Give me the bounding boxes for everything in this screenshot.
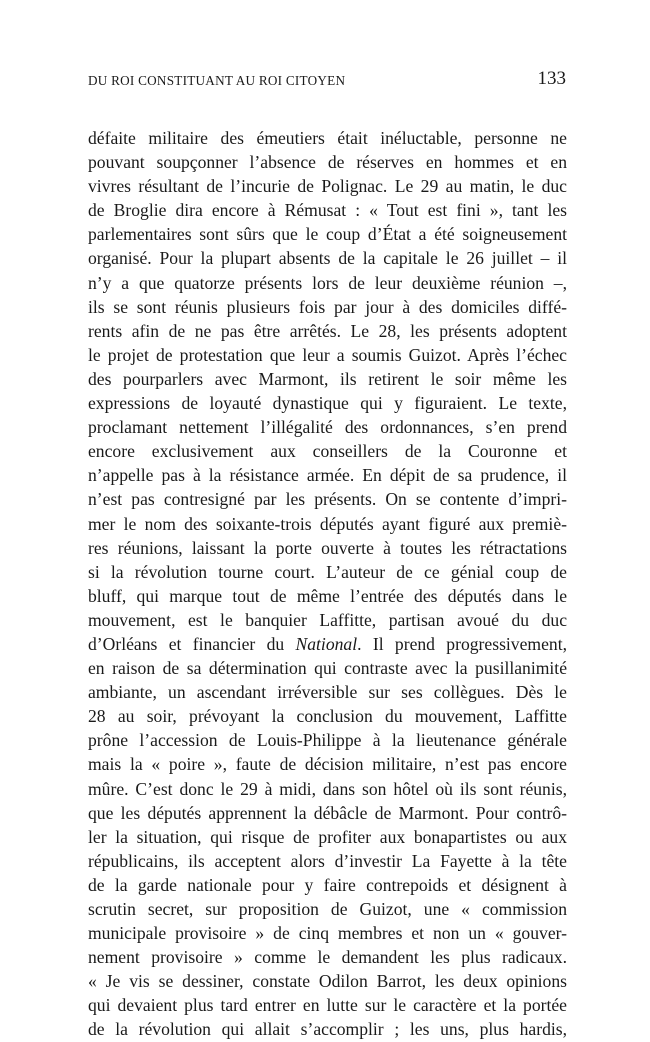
text-line: proclamant nettement l’illégalité des ordonnances, s’en prend <box>88 417 567 438</box>
text-line: des pourparlers avec Marmont, ils retirent le soir même les <box>88 368 567 389</box>
text-line: mer le nom des soixante-trois députés ayant figuré aux premiè- <box>88 513 567 534</box>
text-line: nement provisoire » comme le demandent les plus radicaux. <box>88 947 567 968</box>
text-line: qui devaient plus tard entrer en lutte sur le caractère et la portée <box>88 995 567 1016</box>
body-text <box>88 126 567 1042</box>
text-line: rents afin de ne pas être arrêtés. Le 28, les présents adoptent <box>88 320 567 341</box>
running-title: DU ROI CONSTITUANT AU ROI CITOYEN <box>88 73 346 88</box>
text-line: « Je vis se dessiner, constate Odilon Barrot, les deux opinions <box>88 971 567 992</box>
text-line: parlementaires sont sûrs que le coup d’État a été soigneusement <box>88 224 567 245</box>
text-line: en raison de sa détermination qui contraste avec la pusillanimité <box>88 658 567 679</box>
text-line: mais la « poire », faute de décision militaire, n’est pas encore <box>88 754 567 775</box>
text-line: encore exclusivement aux conseillers de la Couronne et <box>88 441 567 462</box>
text-line: que les députés apprennent la débâcle de Marmont. Pour contrô- <box>88 802 567 823</box>
text-line: défaite militaire des émeutiers était inéluctable, personne ne <box>88 128 567 148</box>
text-segment: d’Orléans et financier du <box>88 633 296 654</box>
text-line-with-italic <box>88 632 567 656</box>
text-line: expressions de loyauté dynastique qui y figuraient. Le texte, <box>88 393 567 414</box>
text-line: de Broglie dira encore à Rémusat : « Tout est fini », tant les <box>88 200 567 221</box>
text-line: le projet de protestation que leur a soumis Guizot. Après l’échec <box>88 344 567 365</box>
text-line: res réunions, laissant la porte ouverte à toutes les rétractations <box>88 537 567 558</box>
text-line: républicains, ils acceptent alors d’investir La Fayette à la tête <box>88 850 567 871</box>
text-line: de la garde nationale pour y faire contrepoids et désignent à <box>88 874 567 895</box>
text-line: municipale provisoire » de cinq membres et non un « gouver- <box>88 923 567 944</box>
text-line: bluff, qui marque tout de même l’entrée des députés dans le <box>88 585 567 606</box>
text-line: ils se sont réunis plusieurs fois par jour à des domiciles diffé- <box>88 296 567 317</box>
text-line: de la révolution qui allait s’accomplir ; les uns, plus hardis, <box>88 1019 567 1040</box>
running-head <box>88 68 566 94</box>
text-line: mûre. C’est donc le 29 à midi, dans son hôtel où ils sont réunis, <box>88 778 567 799</box>
text-line: si la révolution tourne court. L’auteur de ce génial coup de <box>88 561 567 582</box>
text-line: n’y a que quatorze présents lors de leur deuxième réunion –, <box>88 272 567 293</box>
text-line: prône l’accession de Louis-Philippe à la lieutenance générale <box>88 730 567 751</box>
text-line: ler la situation, qui risque de profiter aux bonapartistes ou aux <box>88 826 567 847</box>
newspaper-title: National <box>295 633 358 654</box>
text-line: n’est pas contresigné par les présents. On se contente d’impri- <box>88 489 567 510</box>
text-line: organisé. Pour la plupart absents de la capitale le 26 juillet – il <box>88 248 567 269</box>
text-line: mouvement, est le banquier Laffitte, partisan avoué du duc <box>88 609 567 630</box>
text-segment: . Il prend progressivement, <box>357 633 567 654</box>
text-line: ambiante, un ascendant irréversible sur ses collègues. Dès le <box>88 682 567 703</box>
text-line: vivres résultant de l’incurie de Polignac. Le 29 au matin, le duc <box>88 176 567 197</box>
text-line: pouvant soupçonner l’absence de réserves en hommes et en <box>88 152 567 173</box>
text-line: n’appelle pas à la résistance armée. En dépit de sa prudence, il <box>88 465 567 486</box>
page-number: 133 <box>537 68 566 89</box>
text-line: 28 au soir, prévoyant la conclusion du mouvement, Laffitte <box>88 706 567 727</box>
text-line: scrutin secret, sur proposition de Guizot, une « commission <box>88 899 567 919</box>
